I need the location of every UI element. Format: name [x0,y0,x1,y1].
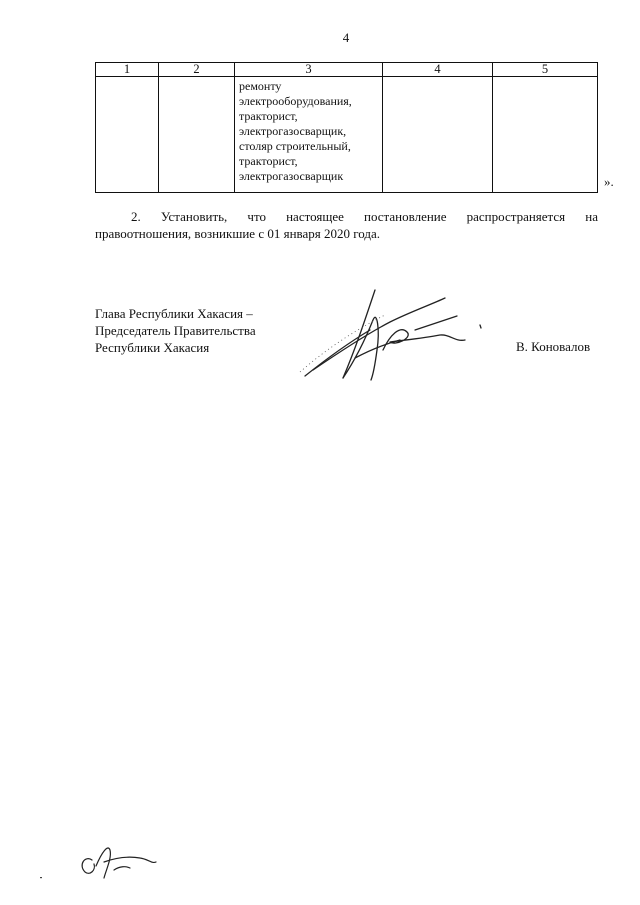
profession-line: столяр строительный, [239,139,351,153]
page-number: 4 [342,30,350,45]
profession-line: электрооборудования, [239,94,352,108]
closing-quote: ». [604,174,614,189]
column-header: 5 [493,63,598,77]
column-header: 1 [96,63,159,77]
column-header: 4 [383,63,493,77]
signatory-title-line: Республики Хакасия [95,340,210,355]
table-row [96,77,598,193]
cell-col2 [159,77,235,193]
cell-col5 [493,77,598,193]
cell-col1 [96,77,159,193]
resolution-paragraph [95,208,598,242]
paragraph-line: 2. Установить, что настоящее постановление распространяется на [131,209,598,224]
column-header: 2 [159,63,235,77]
cell-profession [235,77,383,193]
continuation-table [95,62,598,193]
profession-line: тракторист, [239,109,298,123]
handwritten-signature [295,280,495,400]
profession-line: электрогазосварщик, [239,124,347,138]
profession-line: ремонту [239,79,282,93]
cell-col4 [383,77,493,193]
signatory-title-line: Председатель Правительства [95,323,256,338]
table-header-row [96,63,598,77]
handwritten-initials [30,830,160,890]
profession-line: электрогазосварщик [239,169,344,183]
column-header: 3 [235,63,383,77]
paragraph-line: правоотношения, возникшие с 01 января 2020 года. [95,226,381,241]
signatory-title [95,305,256,356]
signatory-name: В. Коновалов [516,339,591,354]
signatory-title-line: Глава Республики Хакасия – [95,306,253,321]
profession-line: тракторист, [239,154,298,168]
